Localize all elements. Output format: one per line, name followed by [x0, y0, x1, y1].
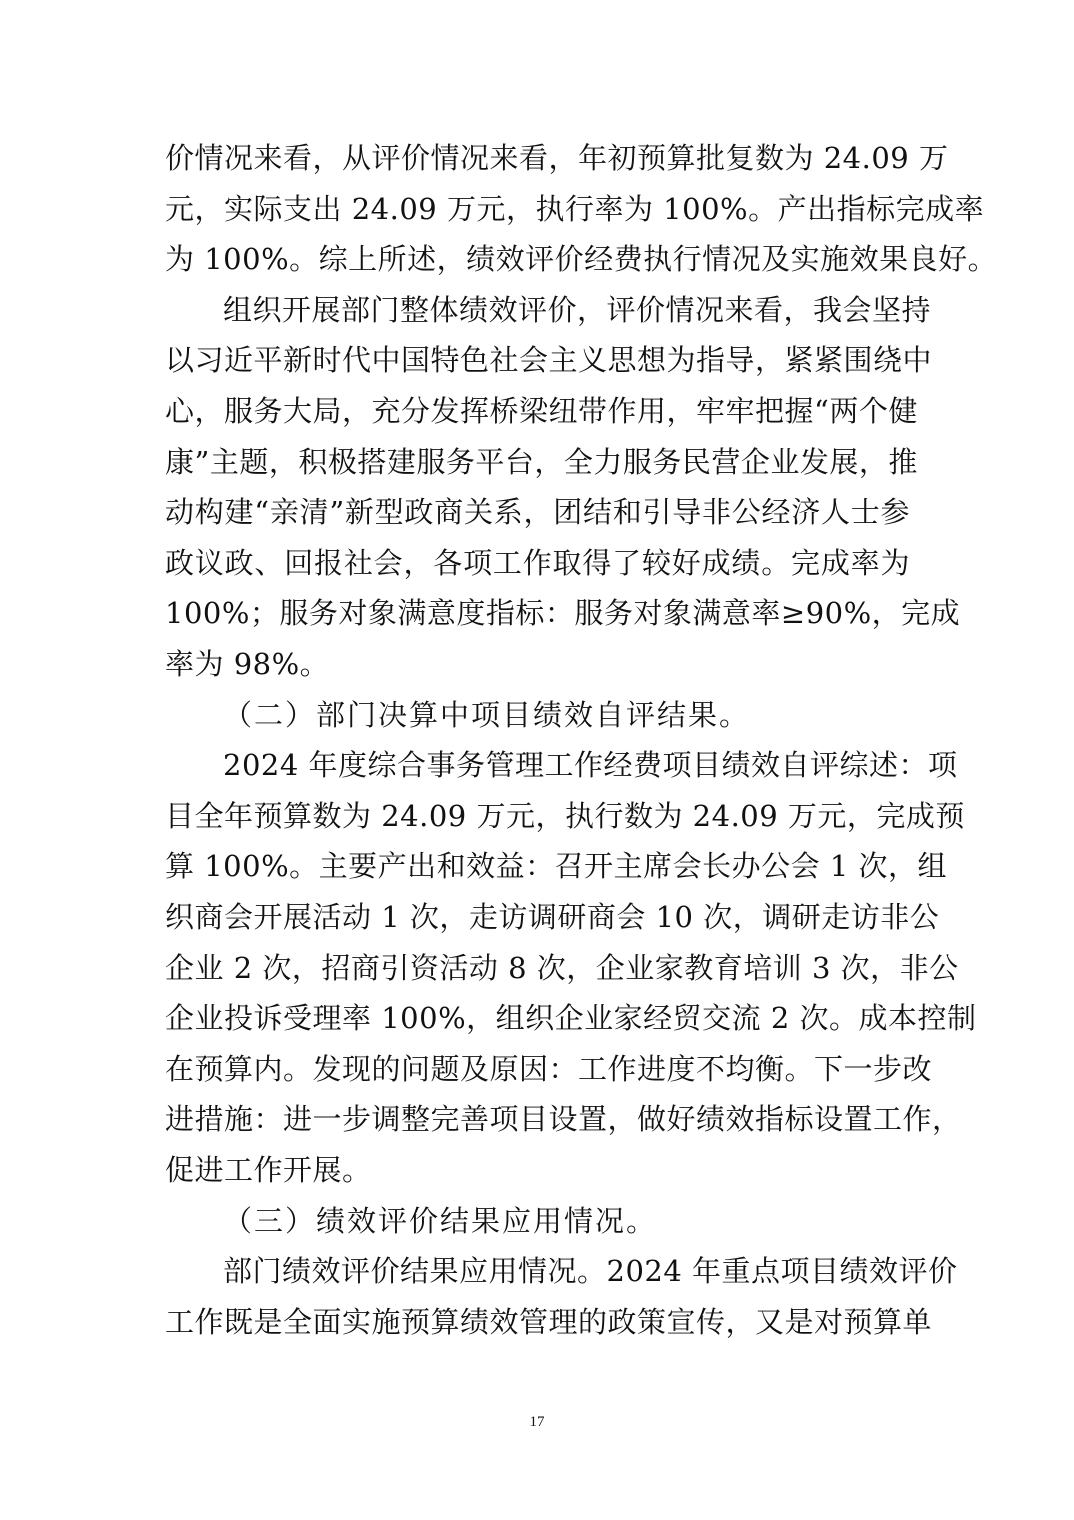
section-heading: （三）绩效评价结果应用情况。 — [223, 1204, 658, 1238]
text-line: 企业投诉受理率 100%，组织企业家经贸交流 2 次。成本控制 — [165, 1001, 977, 1035]
text-line: 心，服务大局，充分发挥桥梁纽带作用，牢牢把握“两个健 — [165, 394, 918, 428]
text-line: 促进工作开展。 — [165, 1153, 372, 1187]
section-heading: （二）部门决算中项目绩效自评结果。 — [223, 698, 751, 732]
text-line: 以习近平新时代中国特色社会主义思想为指导，紧紧围绕中 — [165, 343, 933, 377]
text-line: 2024 年度综合事务管理工作经费项目绩效自评综述：项 — [223, 748, 958, 782]
text-line: 进措施：进一步调整完善项目设置，做好绩效指标设置工作， — [165, 1102, 962, 1136]
text-line: 价情况来看，从评价情况来看，年初预算批复数为 24.09 万 — [165, 141, 949, 175]
text-line: 工作既是全面实施预算绩效管理的政策宣传，又是对预算单 — [165, 1305, 933, 1339]
text-line: 政议政、回报社会，各项工作取得了较好成绩。完成率为 — [165, 546, 910, 580]
text-line: 康”主题，积极搭建服务平台，全力服务民营企业发展，推 — [165, 445, 918, 479]
text-line: 100%；服务对象满意度指标：服务对象满意率≥90%，完成 — [165, 596, 961, 630]
text-line: 算 100%。主要产出和效益：召开主席会长办公会 1 次，组 — [165, 849, 948, 883]
text-line: 元，实际支出 24.09 万元，执行率为 100%。产出指标完成率 — [165, 192, 985, 226]
text-line: 部门绩效评价结果应用情况。2024 年重点项目绩效评价 — [223, 1254, 958, 1288]
page-number: 17 — [529, 1414, 545, 1430]
text-line: 组织开展部门整体绩效评价，评价情况来看，我会坚持 — [223, 293, 932, 327]
text-line: 目全年预算数为 24.09 万元，执行数为 24.09 万元，完成预 — [165, 799, 965, 833]
text-line: 在预算内。发现的问题及原因：工作进度不均衡。下一步改 — [165, 1052, 933, 1086]
text-line: 织商会开展活动 1 次，走访调研商会 10 次，调研走访非公 — [165, 900, 940, 934]
text-line: 为 100%。综上所述，绩效评价经费执行情况及实施效果良好。 — [165, 242, 998, 276]
text-line: 率为 98%。 — [165, 647, 330, 681]
text-line: 动构建“亲清”新型政商关系，团结和引导非公经济人士参 — [165, 495, 910, 529]
text-line: 企业 2 次，招商引资活动 8 次，企业家教育培训 3 次，非公 — [165, 951, 959, 985]
